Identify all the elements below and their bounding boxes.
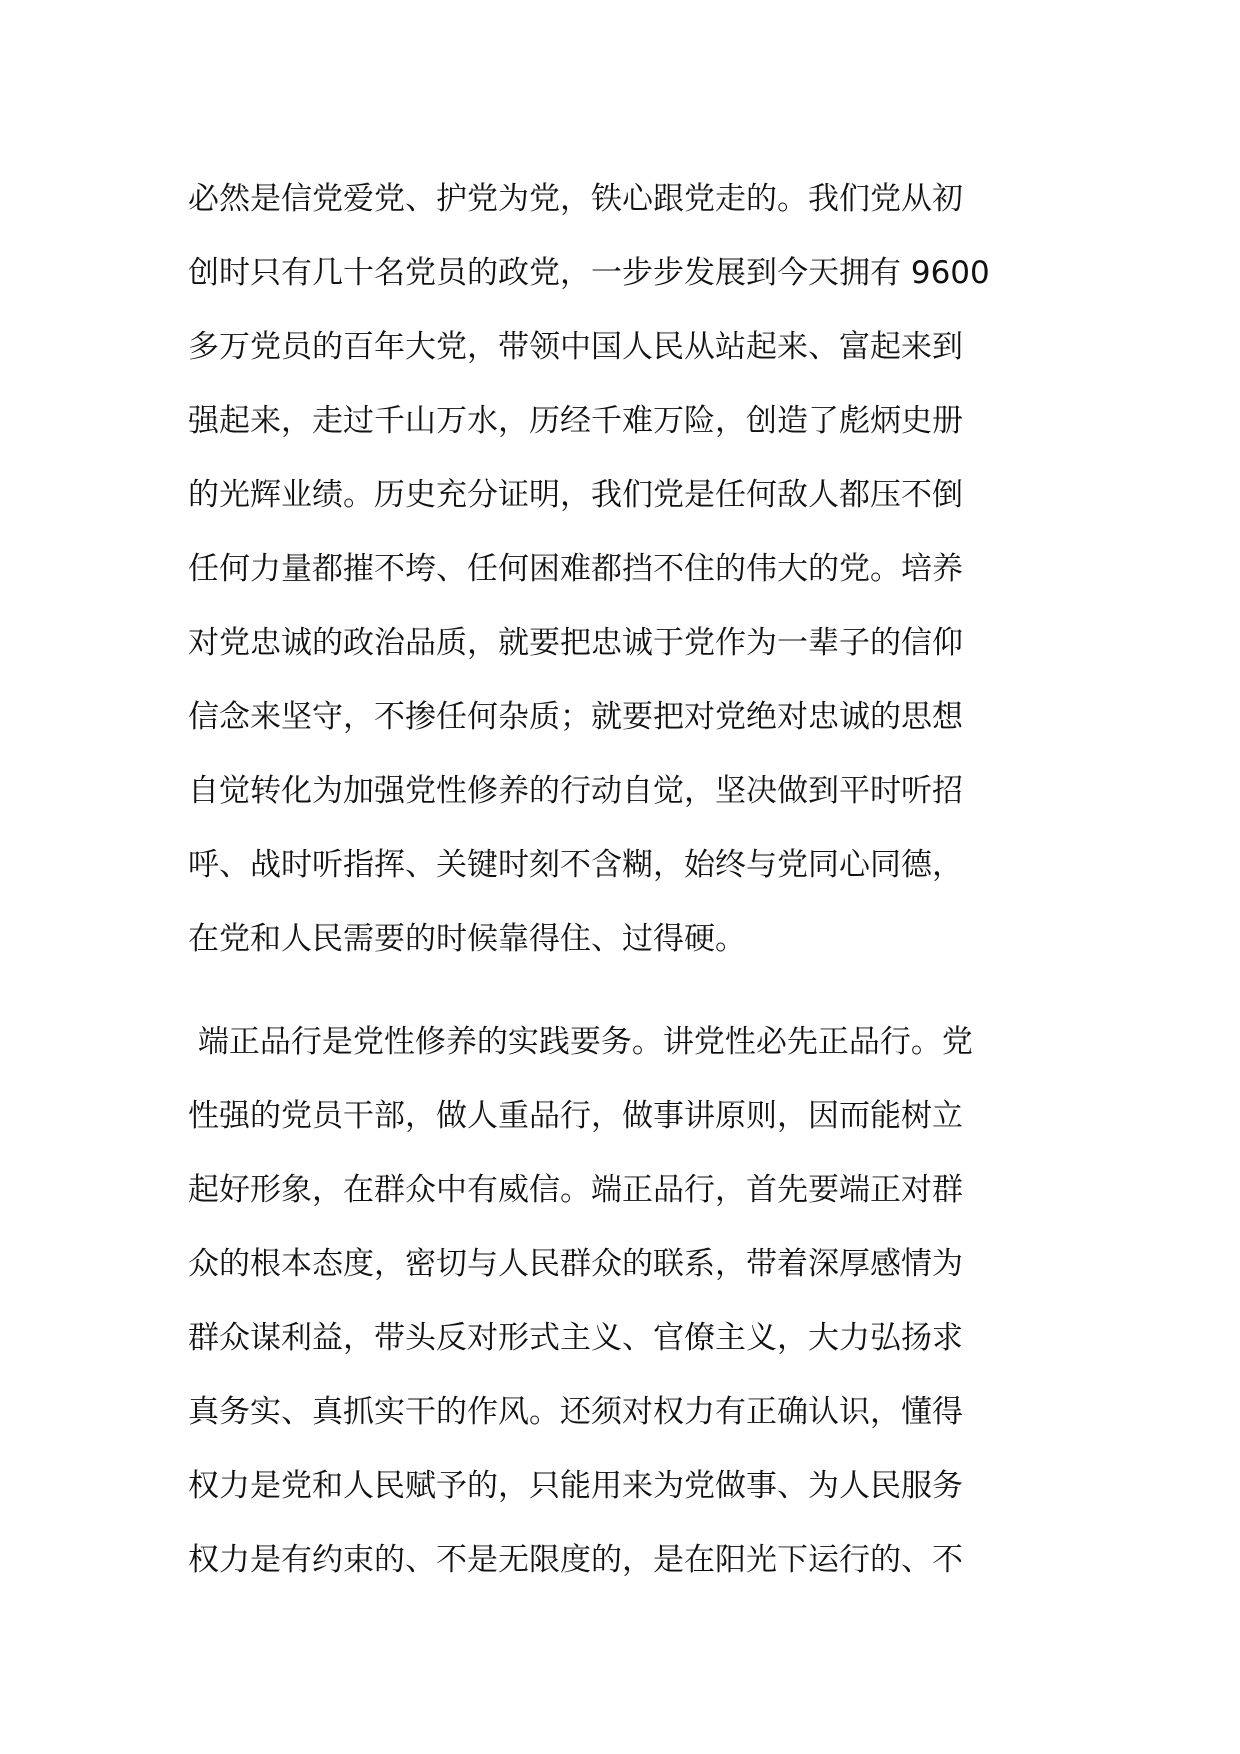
text-line: 端正品行是党性修养的实践要务。讲党性必先正品行。党 <box>188 1024 973 1060</box>
text-line: 信念来坚守，不掺任何杂质；就要把对党绝对忠诚的思想 <box>188 699 963 735</box>
paragraph <box>188 162 1068 976</box>
text-line: 权力是党和人民赋予的，只能用来为党做事、为人民服务 <box>188 1468 963 1504</box>
text-line: 众的根本态度，密切与人民群众的联系，带着深厚感情为 <box>188 1246 963 1282</box>
text-line: 创时只有几十名党员的政党，一步步发展到今天拥有 9600 <box>188 255 990 291</box>
text-line: 性强的党员干部，做人重品行，做事讲原则，因而能树立 <box>188 1098 963 1134</box>
text-line: 呼、战时听指挥、关键时刻不含糊，始终与党同心同德， <box>188 847 963 883</box>
text-line: 起好形象，在群众中有威信。端正品行，首先要端正对群 <box>188 1172 963 1208</box>
text-line: 强起来，走过千山万水，历经千难万险，创造了彪炳史册 <box>188 403 963 439</box>
text-line: 群众谋利益，带头反对形式主义、官僚主义，大力弘扬求 <box>188 1320 963 1356</box>
text-line: 对党忠诚的政治品质，就要把忠诚于党作为一辈子的信仰 <box>188 625 963 661</box>
text-line: 的光辉业绩。历史充分证明，我们党是任何敌人都压不倒 <box>188 477 963 513</box>
text-line: 必然是信党爱党、护党为党，铁心跟党走的。我们党从初 <box>188 181 963 217</box>
text-line: 多万党员的百年大党，带领中国人民从站起来、富起来到 <box>188 329 963 365</box>
paragraph <box>188 1005 1068 1597</box>
text-line: 自觉转化为加强党性修养的行动自觉，坚决做到平时听招 <box>188 773 963 809</box>
text-line: 权力是有约束的、不是无限度的，是在阳光下运行的、不 <box>188 1542 963 1578</box>
text-line: 任何力量都摧不垮、任何困难都挡不住的伟大的党。培养 <box>188 551 963 587</box>
text-line: 在党和人民需要的时候靠得住、过得硬。 <box>188 921 746 957</box>
text-line: 真务实、真抓实干的作风。还须对权力有正确认识，懂得 <box>188 1394 963 1430</box>
